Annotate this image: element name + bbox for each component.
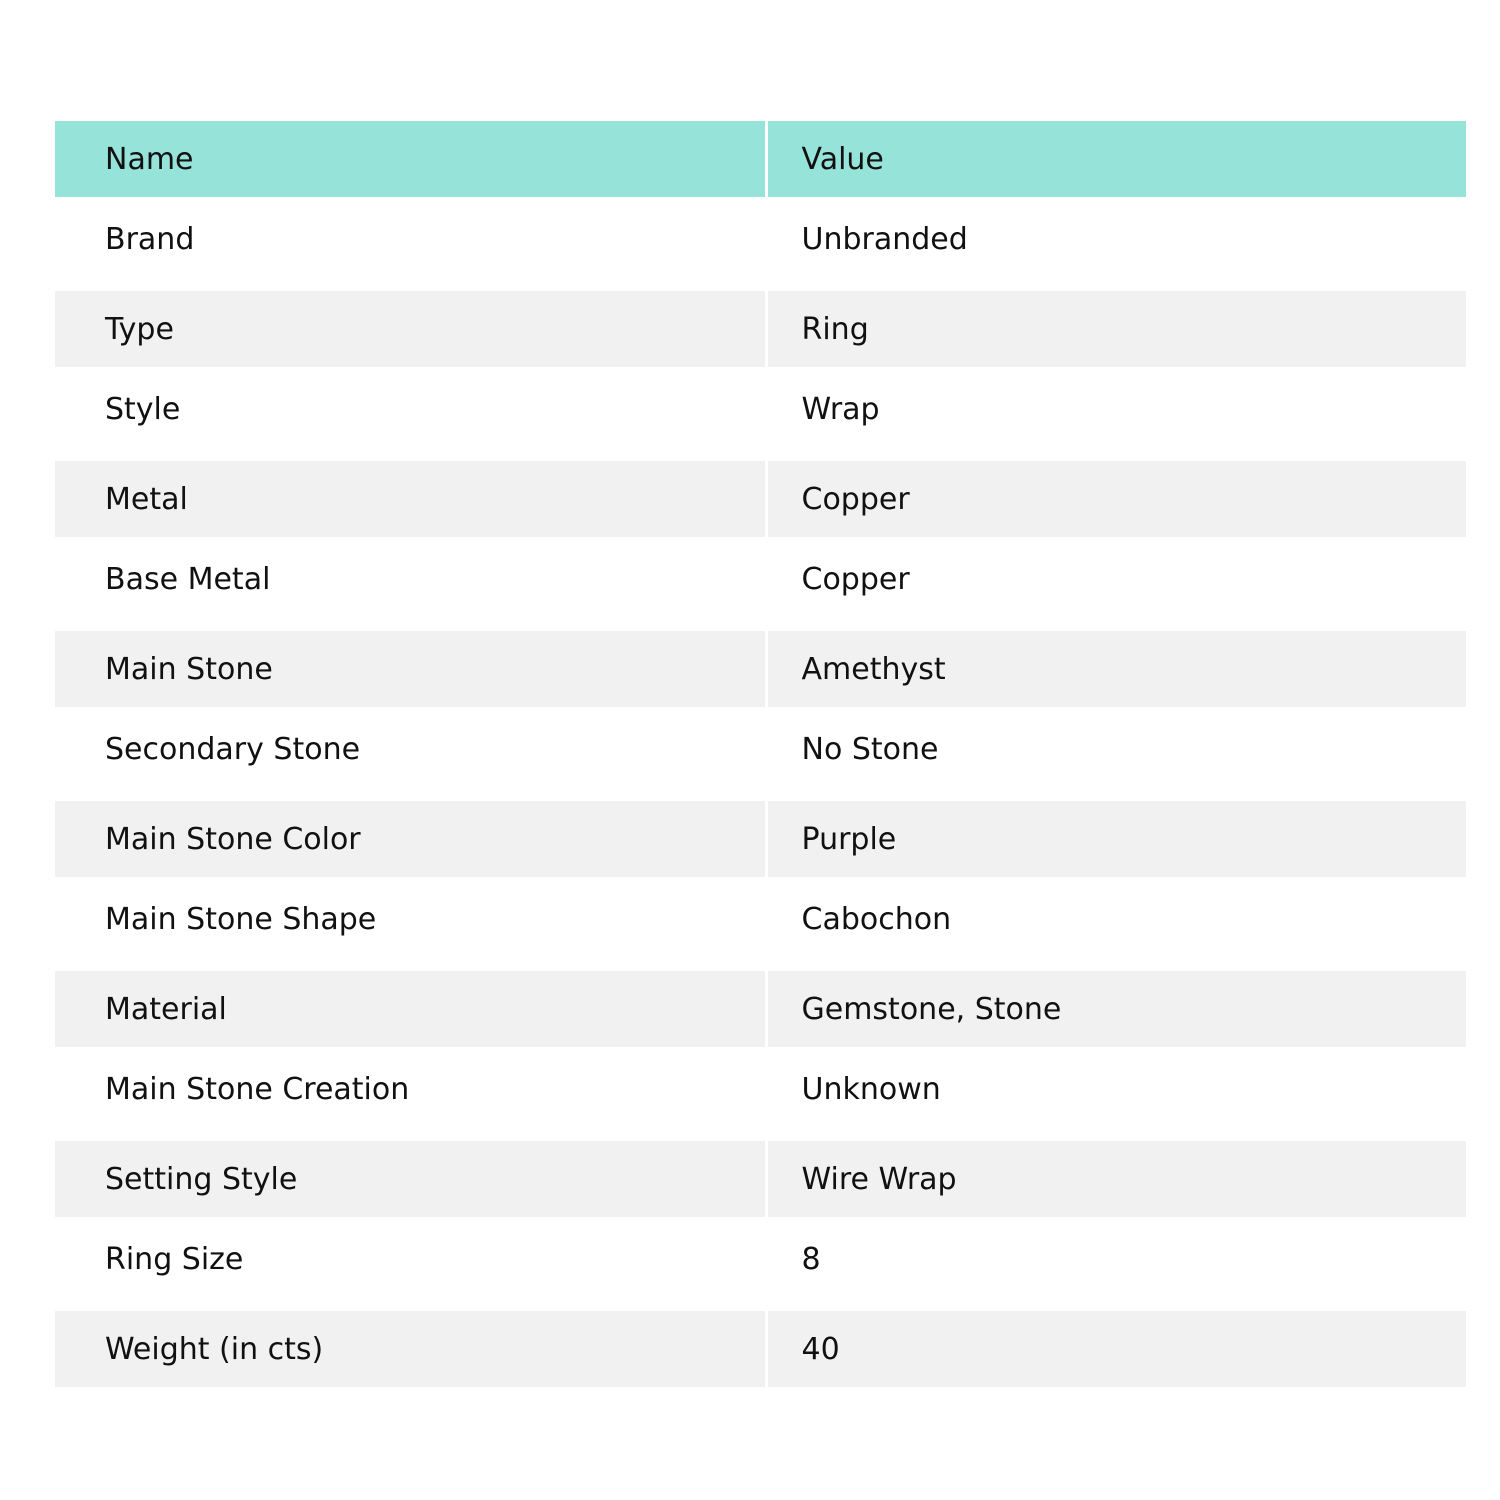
table-row: [55, 967, 1466, 1048]
table-header: [55, 121, 1466, 197]
name-column-header: Name: [55, 121, 766, 197]
table-row: [55, 1047, 1466, 1137]
attribute-value-cell: Cabochon: [766, 877, 1466, 967]
attribute-name-cell: Setting Style: [55, 1137, 766, 1218]
attribute-value-cell: Copper: [766, 537, 1466, 627]
attribute-value-cell: Ring: [766, 287, 1466, 368]
attribute-name-cell: Main Stone Creation: [55, 1047, 766, 1137]
table-row: [55, 627, 1466, 708]
table-row: [55, 1307, 1466, 1388]
header-row: [55, 121, 1466, 197]
table-row: [55, 1137, 1466, 1218]
attribute-value-cell: Wire Wrap: [766, 1137, 1466, 1218]
table-row: [55, 1217, 1466, 1307]
attribute-name-cell: Style: [55, 367, 766, 457]
attribute-value-cell: Purple: [766, 797, 1466, 878]
attribute-name-cell: Main Stone Color: [55, 797, 766, 878]
attribute-name-cell: Weight (in cts): [55, 1307, 766, 1388]
attribute-name-cell: Main Stone Shape: [55, 877, 766, 967]
attribute-value-cell: Amethyst: [766, 627, 1466, 708]
table-row: [55, 457, 1466, 538]
table-row: [55, 877, 1466, 967]
attribute-name-cell: Ring Size: [55, 1217, 766, 1307]
table-row: [55, 537, 1466, 627]
attribute-name-cell: Main Stone: [55, 627, 766, 708]
attribute-value-cell: No Stone: [766, 707, 1466, 797]
attribute-name-cell: Metal: [55, 457, 766, 538]
table-row: [55, 197, 1466, 287]
attribute-name-cell: Type: [55, 287, 766, 368]
attribute-name-cell: Secondary Stone: [55, 707, 766, 797]
table-row: [55, 707, 1466, 797]
table-row: [55, 287, 1466, 368]
attribute-value-cell: 8: [766, 1217, 1466, 1307]
attribute-value-cell: 40: [766, 1307, 1466, 1388]
attribute-value-cell: Wrap: [766, 367, 1466, 457]
value-column-header: Value: [766, 121, 1466, 197]
table-row: [55, 367, 1466, 457]
attribute-name-cell: Brand: [55, 197, 766, 287]
table-row: [55, 797, 1466, 878]
attribute-value-cell: Unknown: [766, 1047, 1466, 1137]
table-body: [55, 197, 1466, 1387]
attribute-value-cell: Gemstone, Stone: [766, 967, 1466, 1048]
attribute-value-cell: Unbranded: [766, 197, 1466, 287]
attribute-value-cell: Copper: [766, 457, 1466, 538]
attribute-name-cell: Material: [55, 967, 766, 1048]
attribute-name-cell: Base Metal: [55, 537, 766, 627]
item-specifics-table: [55, 121, 1466, 1387]
